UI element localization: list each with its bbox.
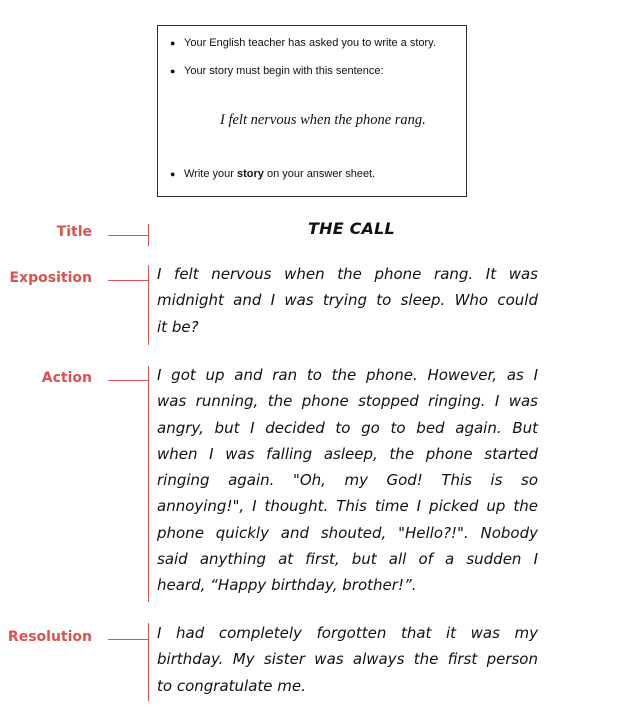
bullet-icon: ● xyxy=(170,38,176,48)
bracket-line xyxy=(148,366,149,602)
task-box xyxy=(157,25,467,197)
opening-sentence: I felt nervous when the phone rang. xyxy=(220,112,426,128)
text-line: it be? xyxy=(157,317,199,336)
task-item xyxy=(170,168,375,180)
task-item-text: Your English teacher has asked you to write a story. xyxy=(184,37,436,49)
text-line: phone quickly and shouted, "Hello?!". Nobody xyxy=(157,523,538,542)
action-paragraph xyxy=(157,362,538,599)
exposition-paragraph xyxy=(157,261,538,340)
bullet-icon: ● xyxy=(170,66,176,76)
text-line: midnight and I was trying to sleep. Who could xyxy=(157,291,538,310)
text-line: birthday. My sister was always the first person xyxy=(157,650,538,669)
text-line: when I was falling asleep, the phone started xyxy=(157,444,538,463)
resolution-paragraph xyxy=(157,620,538,699)
connector-line xyxy=(108,280,148,281)
label-title: Title xyxy=(56,224,92,240)
label-action: Action xyxy=(41,370,92,386)
connector-line xyxy=(108,639,148,640)
story-title: THE CALL xyxy=(308,219,395,238)
task-item-text-bold: story xyxy=(236,168,264,180)
text-line: heard, “Happy birthday, brother!”. xyxy=(157,576,417,595)
task-item xyxy=(170,65,384,77)
text-line: said anything at first, but all of a sudden I xyxy=(157,550,538,569)
text-line: I got up and ran to the phone. However, as I xyxy=(157,366,538,384)
text-line: annoying!", I thought. This time I picked up the xyxy=(157,497,538,516)
task-item-text: Your story must begin with this sentence: xyxy=(184,65,384,77)
label-resolution: Resolution xyxy=(7,629,92,645)
text-line: ringing again. "Oh, my God! This is so xyxy=(157,471,538,490)
bracket-line xyxy=(148,224,149,246)
task-item xyxy=(170,37,436,49)
connector-line xyxy=(108,380,148,381)
task-item-text-after: on your answer sheet. xyxy=(263,168,376,180)
text-line: I had completely forgotten that it was my xyxy=(157,624,538,642)
connector-line xyxy=(108,235,148,236)
bullet-icon: ● xyxy=(170,169,176,179)
text-line: angry, but I decided to go to bed again. But xyxy=(157,418,538,437)
text-line: to congratulate me. xyxy=(157,676,306,695)
label-exposition: Exposition xyxy=(9,270,92,286)
task-item-text-before: Write your xyxy=(184,168,237,180)
text-line: was running, the phone stopped ringing. I was xyxy=(157,392,538,411)
bracket-line xyxy=(148,265,149,345)
bracket-line xyxy=(148,623,149,701)
text-line: I felt nervous when the phone rang. It was xyxy=(157,265,538,283)
